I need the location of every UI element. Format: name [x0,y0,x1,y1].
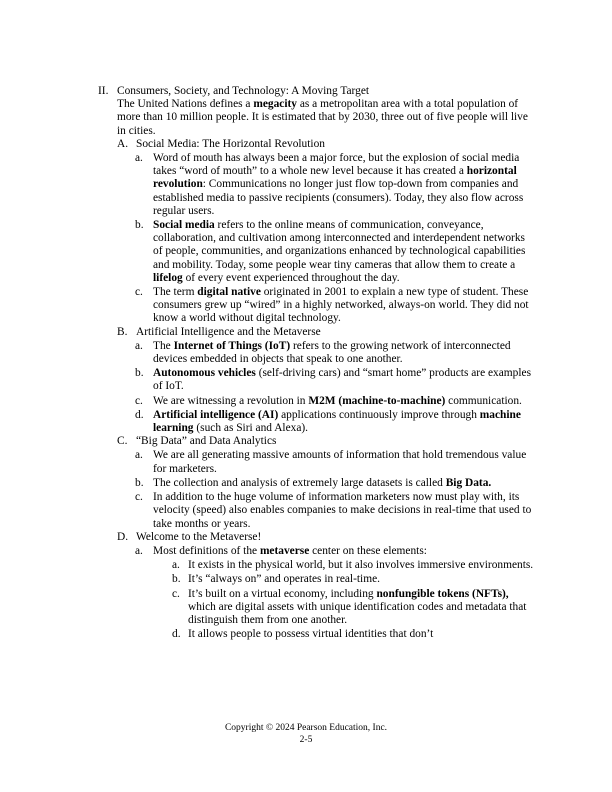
text-run: refers to the online means of communication, conveyance, collaboration, and cultivation among interconnected and interdependent networks of people, communities, and organizations enhanced by technological capabilities and mobility. Today, some people wear tiny cameras that allow them to create a [153,219,526,271]
footer-page-number: 2-5 [299,735,313,745]
bold-term: nonfungible tokens (NFTs), [376,587,509,600]
list-item [96,409,536,435]
list-item [96,477,536,490]
bold-term: Social media [153,219,215,232]
list-item-text [153,449,536,475]
subsection-letter: A. [117,137,129,150]
sub-list-item-marker: b. [172,573,181,586]
list-item-text [153,367,536,393]
text-run: It’s built on a virtual economy, including [188,587,377,600]
bold-term: Internet of Things (IoT) [173,339,291,352]
bold-term: megacity [253,98,297,111]
list-item-marker: d. [135,408,144,421]
list-item-marker: b. [135,367,144,380]
text-run: (self-driving cars) and “smart home” products are examples of IoT. [153,367,532,393]
list-item-marker: a. [135,152,143,165]
list-item-marker: b. [135,476,144,489]
list-item-text [153,286,536,326]
list-item-text [153,491,536,531]
list-item [96,367,536,393]
sub-list-item-text [188,559,536,572]
list-item [96,286,536,326]
text-run: which are digital assets with unique identification codes and metadata that distinguish them from one another. [188,600,527,626]
text-run: refers to the growing network of interconnected devices embedded in objects that speak to one another. [153,339,511,366]
list-item [96,340,536,366]
text-run: It allows people to possess virtual identities that don’t [188,628,434,641]
text-run: (such as Siri and Alexa). [193,422,309,435]
sub-list-item [96,588,536,628]
text-run: The [153,339,174,352]
section-intro-paragraph [96,98,536,138]
list-item-marker: c. [135,491,143,504]
sub-list-item [96,573,536,586]
sub-list-item-marker: a. [172,559,180,572]
list-item-marker: c. [135,394,143,407]
list-item-text [153,409,536,435]
text-run: It exists in the physical world, but it also involves immersive environments. [188,559,534,572]
text-run: Most definitions of the [153,544,260,557]
text-run: center on these elements: [309,544,427,557]
section-title: Consumers, Society, and Technology: A Moving Target [117,85,370,97]
list-item-marker: a. [135,449,143,462]
list-item-text [153,395,536,408]
text-run: as a metropolitan area with a total population of more than 10 million people. It is estimated that by 2030, three out of five people will live in cities. [117,98,528,137]
subsection-title: Artificial Intelligence and the Metaverse [136,325,321,338]
text-run: We are all generating massive amounts of information that hold tremendous value for marketers. [153,449,527,475]
list-item [96,491,536,531]
sub-list-item [96,559,536,572]
list-item [96,152,536,218]
text-run: Word of mouth has always been a major force, but the explosion of social media takes “word of mouth” to a whole new level because it has created a [153,152,520,178]
bold-term: Artificial intelligence (AI) [153,408,279,421]
subsection-heading [96,326,536,339]
list-item-marker: b. [135,219,144,232]
text-run: In addition to the huge volume of information marketers now must play with, its velocity (speed) also enables companies to make decisions in real-time that used to take months or years. [153,491,532,530]
list-item-text [153,477,536,490]
section-number: II. [98,85,109,97]
text-run: We are witnessing a revolution in [153,394,309,407]
bold-term: Autonomous vehicles [153,367,256,380]
list-item [96,219,536,285]
list-item-marker: a. [135,544,143,557]
bold-term: machine learning [153,408,521,435]
text-run: The collection and analysis of extremely large datasets is called [153,476,446,489]
subsection-heading [96,138,536,151]
subsection-title: Social Media: The Horizontal Revolution [136,137,325,150]
text-run: applications continuously improve through [278,408,480,421]
list-item-text [153,340,536,366]
subsection-heading [96,531,536,544]
sub-list-item-marker: c. [172,587,180,600]
document-body [96,85,536,641]
list-item [96,449,536,475]
sub-list-item [96,628,536,641]
text-run: originated in 2001 to explain a new type of student. These consumers grew up “wired” in a highly networked, always-on world. They did not know a world without digital technology. [153,286,529,325]
bold-term: metaverse [259,544,310,557]
footer-copyright: Copyright © 2024 Pearson Education, Inc. [224,723,388,733]
list-item-marker: a. [135,339,143,352]
sub-list-item-marker: d. [172,628,181,641]
sub-list-item-text [188,628,536,641]
bold-term: Big Data. [445,476,492,489]
subsection-letter: C. [117,435,128,448]
list-item-text [153,219,536,285]
list-item-text [153,545,536,558]
bold-term: lifelog [153,271,183,284]
text-run: It’s “always on” and operates in real-time. [188,573,380,586]
sub-list-item-text [188,573,536,586]
list-item-text [153,152,536,218]
subsection-letter: D. [117,530,129,543]
text-run: communication. [445,394,522,407]
section-heading [96,85,536,98]
text-run: The term [153,286,198,299]
subsection-letter: B. [117,325,128,338]
subsection-list [96,138,536,642]
list-item-marker: c. [135,286,143,299]
text-run: : Communications no longer just flow top-down from companies and established media to passive recipients (consumers). Today, they also flow across regular users. [153,178,524,217]
text-run: The United Nations defines a [117,98,254,111]
sub-list-item-text [188,588,536,628]
subsection-title: “Big Data” and Data Analytics [136,435,277,448]
subsection-title: Welcome to the Metaverse! [136,530,262,543]
list-item [96,545,536,558]
text-run: of every event experienced throughout the day. [182,271,400,284]
bold-term: horizontal revolution [153,165,517,191]
list-item [96,395,536,408]
subsection-heading [96,435,536,448]
bold-term: digital native [197,286,261,299]
bold-term: M2M (machine-to-machine) [308,394,446,407]
